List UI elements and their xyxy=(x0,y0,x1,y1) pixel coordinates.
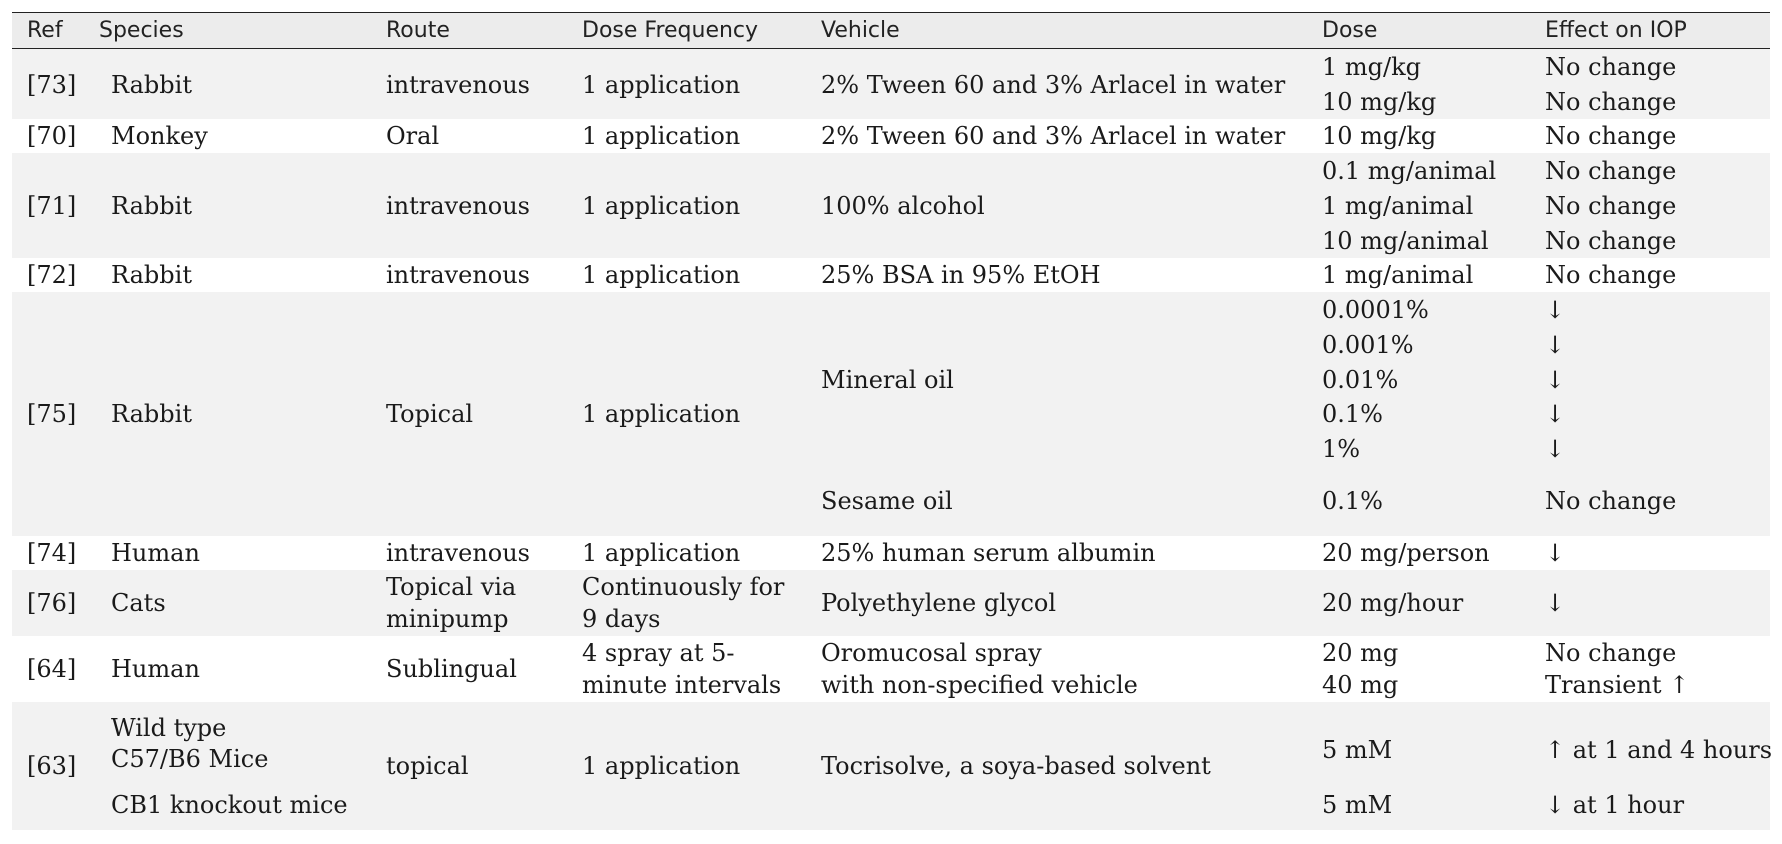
cell-route: Topical via xyxy=(386,573,517,601)
cell-vehicle: 25% BSA in 95% EtOH xyxy=(821,261,1101,289)
cell-species: C57/B6 Mice xyxy=(111,745,269,773)
cell-vehicle: Mineral oil xyxy=(821,366,954,394)
table-row xyxy=(12,153,1770,258)
cell-effect: No change xyxy=(1545,487,1677,515)
cell-effect: ↓ xyxy=(1545,296,1566,324)
table-row xyxy=(12,49,1770,119)
cell-effect: No change xyxy=(1545,122,1677,150)
cell-species: Rabbit xyxy=(111,192,192,220)
cell-frequency: 1 application xyxy=(582,71,741,99)
cell-dose: 20 mg/hour xyxy=(1322,589,1464,617)
cell-effect: No change xyxy=(1545,261,1677,289)
cell-route: intravenous xyxy=(386,192,530,220)
cell-ref: [64] xyxy=(27,655,77,683)
cell-vehicle: Sesame oil xyxy=(821,487,953,515)
cell-ref: [71] xyxy=(27,192,77,220)
cell-frequency: 1 application xyxy=(582,261,741,289)
table-row xyxy=(12,292,1770,536)
cell-dose: 5 mM xyxy=(1322,791,1393,819)
header-dose: Dose xyxy=(1322,18,1378,43)
cell-dose: 10 mg/kg xyxy=(1322,88,1437,116)
cell-vehicle: Tocrisolve, a soya-based solvent xyxy=(821,752,1211,780)
cell-frequency: 1 application xyxy=(582,400,741,428)
cell-ref: [70] xyxy=(27,122,77,150)
cell-vehicle: with non-specified vehicle xyxy=(821,671,1138,699)
cell-vehicle: Oromucosal spray xyxy=(821,639,1042,667)
cell-species: Monkey xyxy=(111,122,208,150)
cell-dose: 20 mg/person xyxy=(1322,539,1490,567)
ioP-studies-table xyxy=(12,12,1773,830)
cell-species: Human xyxy=(111,655,200,683)
cell-dose: 1 mg/animal xyxy=(1322,192,1474,220)
cell-dose: 0.1 mg/animal xyxy=(1322,157,1497,185)
cell-route: Sublingual xyxy=(386,655,517,683)
header-ref: Ref xyxy=(27,18,63,43)
cell-effect: No change xyxy=(1545,639,1677,667)
cell-route: Topical xyxy=(386,400,474,428)
cell-effect: ↓ xyxy=(1545,435,1566,463)
cell-effect: No change xyxy=(1545,88,1677,116)
cell-ref: [74] xyxy=(27,539,77,567)
cell-dose: 0.01% xyxy=(1322,366,1399,394)
cell-frequency: 9 days xyxy=(582,605,661,633)
cell-species: Rabbit xyxy=(111,71,192,99)
header-dose-frequency: Dose Frequency xyxy=(582,18,759,43)
cell-route: intravenous xyxy=(386,71,530,99)
cell-frequency: 1 application xyxy=(582,122,741,150)
cell-dose: 10 mg/kg xyxy=(1322,122,1437,150)
header-route: Route xyxy=(386,18,450,43)
cell-species: Rabbit xyxy=(111,261,192,289)
cell-species: Rabbit xyxy=(111,400,192,428)
cell-frequency: minute intervals xyxy=(582,671,782,699)
cell-effect: No change xyxy=(1545,157,1677,185)
cell-ref: [72] xyxy=(27,261,77,289)
cell-route: Oral xyxy=(386,122,440,150)
cell-vehicle: 2% Tween 60 and 3% Arlacel in water xyxy=(821,71,1286,99)
cell-vehicle: Polyethylene glycol xyxy=(821,589,1057,617)
table-row xyxy=(12,702,1773,830)
cell-ref: [76] xyxy=(27,589,77,617)
cell-frequency: 1 application xyxy=(582,539,741,567)
cell-route: topical xyxy=(386,752,469,780)
cell-vehicle: 100% alcohol xyxy=(821,192,985,220)
cell-dose: 0.0001% xyxy=(1322,296,1429,324)
table-row xyxy=(12,536,1770,570)
header-species: Species xyxy=(99,18,184,43)
header-effect: Effect on IOP xyxy=(1545,18,1687,43)
cell-dose: 1% xyxy=(1322,435,1361,463)
cell-effect: ↓ xyxy=(1545,400,1566,428)
cell-route: intravenous xyxy=(386,261,530,289)
cell-effect: No change xyxy=(1545,192,1677,220)
cell-dose: 40 mg xyxy=(1322,671,1399,699)
cell-route: intravenous xyxy=(386,539,530,567)
cell-dose: 10 mg/animal xyxy=(1322,227,1489,255)
cell-effect: ↓ xyxy=(1545,331,1566,359)
table-header xyxy=(12,13,1770,49)
cell-frequency: 4 spray at 5- xyxy=(582,639,735,667)
cell-ref: [75] xyxy=(27,400,77,428)
cell-effect: Transient ↑ xyxy=(1545,671,1690,699)
cell-species: CB1 knockout mice xyxy=(111,791,348,819)
cell-effect: No change xyxy=(1545,53,1677,81)
cell-dose: 0.1% xyxy=(1322,487,1383,515)
cell-frequency: Continuously for xyxy=(582,573,785,601)
cell-vehicle: 25% human serum albumin xyxy=(821,539,1156,567)
table-row xyxy=(12,258,1770,292)
cell-effect: ↓ xyxy=(1545,539,1566,567)
cell-effect: ↓ xyxy=(1545,366,1566,394)
cell-effect: ↓ xyxy=(1545,589,1566,617)
cell-ref: [63] xyxy=(27,752,77,780)
cell-dose: 1 mg/kg xyxy=(1322,53,1422,81)
cell-frequency: 1 application xyxy=(582,752,741,780)
cell-vehicle: 2% Tween 60 and 3% Arlacel in water xyxy=(821,122,1286,150)
cell-dose: 0.001% xyxy=(1322,331,1414,359)
cell-dose: 1 mg/animal xyxy=(1322,261,1474,289)
cell-effect: ↑ at 1 and 4 hours xyxy=(1545,736,1773,764)
table-row xyxy=(12,570,1770,636)
cell-species: Human xyxy=(111,539,200,567)
cell-species: Wild type xyxy=(111,714,227,742)
cell-dose: 0.1% xyxy=(1322,400,1383,428)
cell-effect: ↓ at 1 hour xyxy=(1545,791,1685,819)
cell-route: minipump xyxy=(386,605,509,633)
cell-species: Cats xyxy=(111,589,166,617)
table-row xyxy=(12,636,1770,702)
cell-frequency: 1 application xyxy=(582,192,741,220)
cell-ref: [73] xyxy=(27,71,77,99)
cell-dose: 20 mg xyxy=(1322,639,1399,667)
header-vehicle: Vehicle xyxy=(821,18,900,43)
cell-dose: 5 mM xyxy=(1322,736,1393,764)
table-row xyxy=(12,119,1770,153)
cell-effect: No change xyxy=(1545,227,1677,255)
